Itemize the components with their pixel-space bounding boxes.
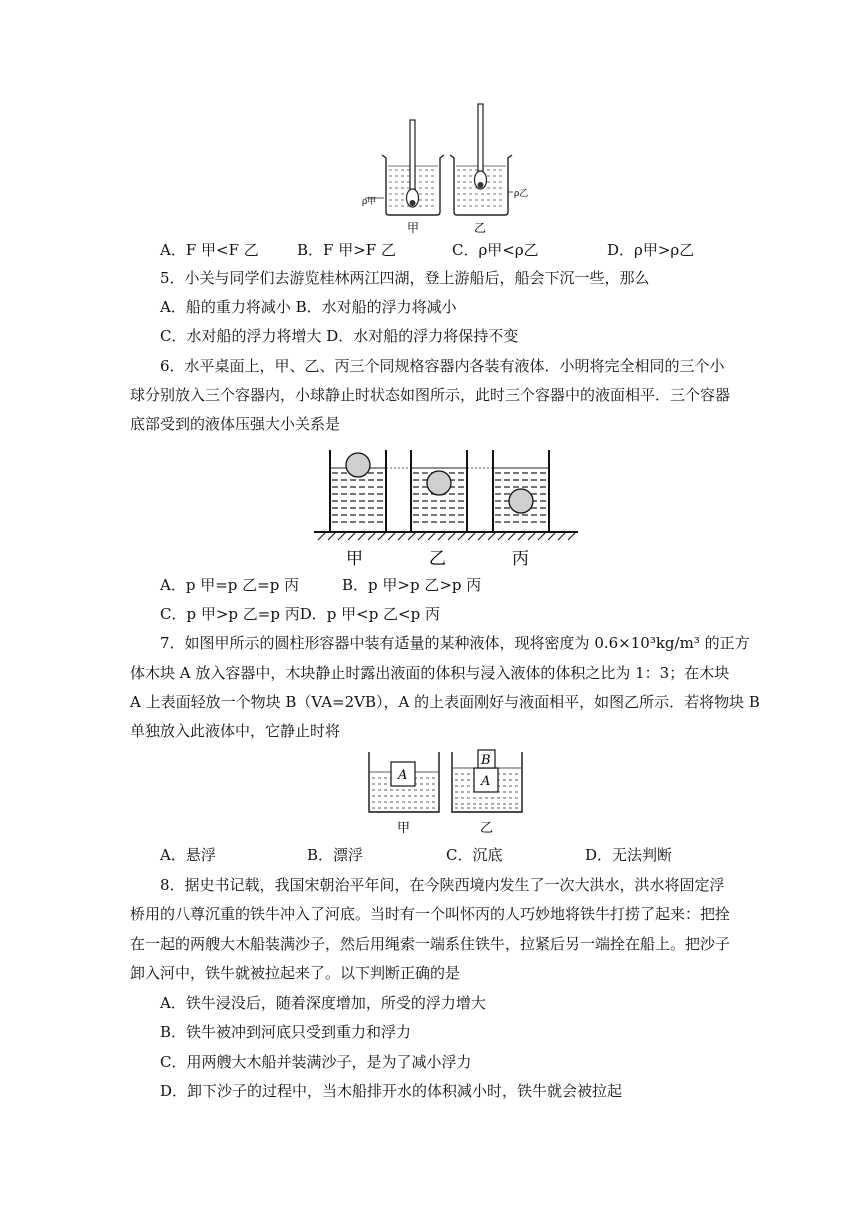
q5-options-cd[interactable]: C．水对船的浮力将增大 D．水对船的浮力将保持不变: [160, 327, 519, 345]
q6-figure: [312, 440, 580, 572]
q6-containers-diagram: [312, 440, 580, 572]
label-jia: 甲: [346, 549, 363, 569]
block-a-label: A: [398, 768, 408, 783]
q4-option-c[interactable]: C．ρ甲<ρ乙: [452, 241, 539, 259]
q8-option-d[interactable]: D．卸下沙子的过程中，当木船排开水的体积减小时，铁牛就会被拉起: [160, 1082, 623, 1100]
ball-jia: [346, 453, 370, 477]
ball-yi: [427, 471, 451, 495]
q4-option-d[interactable]: D．ρ甲>ρ乙: [607, 241, 695, 259]
q8-stem-line-2: 桥用的八尊沉重的铁牛冲入了河底。当时有一个叫怀丙的人巧妙地将铁牛打捞了起来：把拴: [130, 905, 731, 923]
q7-option-d[interactable]: D．无法判断: [585, 846, 673, 864]
q6-option-a[interactable]: A．p 甲=p 乙=p 丙: [160, 576, 300, 594]
label-jia: 甲: [407, 221, 420, 235]
label-rho-yi: ρ乙: [514, 189, 529, 199]
label-yi: 乙: [480, 821, 494, 836]
q6-stem-line-1: 6．水平桌面上，甲、乙、丙三个同规格容器内各装有液体．小明将完全相同的三个小: [160, 357, 725, 375]
ball-bing: [509, 489, 533, 513]
block-a-yi-label: A: [481, 774, 491, 789]
q5-stem: 5．小关与同学们去游览桂林两江四湖，登上游船后，船会下沉一些，那么: [160, 269, 650, 287]
q8-stem-line-1: 8．据史书记载，我国宋朝治平年间，在今陕西境内发生了一次大洪水，洪水将固定浮: [160, 876, 725, 894]
block-b-label: B: [481, 753, 491, 768]
beaker-yi: [450, 104, 512, 215]
q7-option-a[interactable]: A．悬浮: [160, 846, 216, 864]
q7-stem-line-4: 单独放入此液体中，它静止时将: [130, 722, 341, 740]
q7-stem-line-3: A 上表面轻放一个物块 B（VA=2VB），A 的上表面刚好与液面相平，如图乙所示．若将物块 B: [130, 693, 760, 711]
q8-stem-line-3: 在一起的两艘大木船装满沙子，然后用绳索一端系住铁牛，拉紧后另一端拴在船上。把沙子: [130, 935, 731, 953]
q4-figure: [360, 100, 530, 238]
q5-options-ab[interactable]: A．船的重力将减小 B．水对船的浮力将减小: [160, 298, 457, 316]
q8-option-b[interactable]: B．铁牛被冲到河底只受到重力和浮力: [160, 1023, 412, 1041]
q4-beakers-diagram: [360, 100, 530, 238]
label-yi: 乙: [429, 549, 446, 569]
q8-stem-line-4: 卸入河中，铁牛就被拉起来了。以下判断正确的是: [130, 964, 461, 982]
q4-option-a[interactable]: A．F 甲<F 乙: [160, 241, 259, 259]
q7-blocks-diagram: [366, 746, 526, 836]
q7-stem-line-1: 7．如图甲所示的圆柱形容器中装有适量的某种液体，现将密度为 0.6×10³kg/m³ 的正方: [160, 634, 750, 652]
q7-stem-line-2: 体木块 A 放入容器中，木块静止时露出液面的体积与浸入液体的体积之比为 1：3；在木块: [130, 664, 730, 682]
q8-option-c[interactable]: C．用两艘大木船并装满沙子，是为了减小浮力: [160, 1053, 472, 1071]
q7-option-c[interactable]: C．沉底: [446, 846, 503, 864]
q7-option-b[interactable]: B．漂浮: [307, 846, 364, 864]
label-rho-jia: ρ甲: [362, 197, 377, 207]
label-jia: 甲: [397, 821, 411, 836]
label-yi: 乙: [474, 221, 487, 235]
q7-figure: [366, 746, 526, 836]
q6-option-b[interactable]: B．p 甲>p 乙>p 丙: [342, 576, 482, 594]
q8-option-a[interactable]: A．铁牛浸没后，随着深度增加，所受的浮力增大: [160, 994, 486, 1012]
q6-stem-line-3: 底部受到的液体压强大小关系是: [130, 415, 341, 433]
beaker-jia: [382, 120, 444, 215]
label-bing: 丙: [512, 549, 529, 569]
q6-options-cd[interactable]: C．p 甲>p 乙=p 丙D．p 甲<p 乙<p 丙: [160, 605, 440, 623]
q4-option-b[interactable]: B．F 甲>F 乙: [297, 241, 396, 259]
q6-stem-line-2: 球分别放入三个容器内，小球静止时状态如图所示，此时三个容器中的液面相平．三个容器: [130, 386, 731, 404]
